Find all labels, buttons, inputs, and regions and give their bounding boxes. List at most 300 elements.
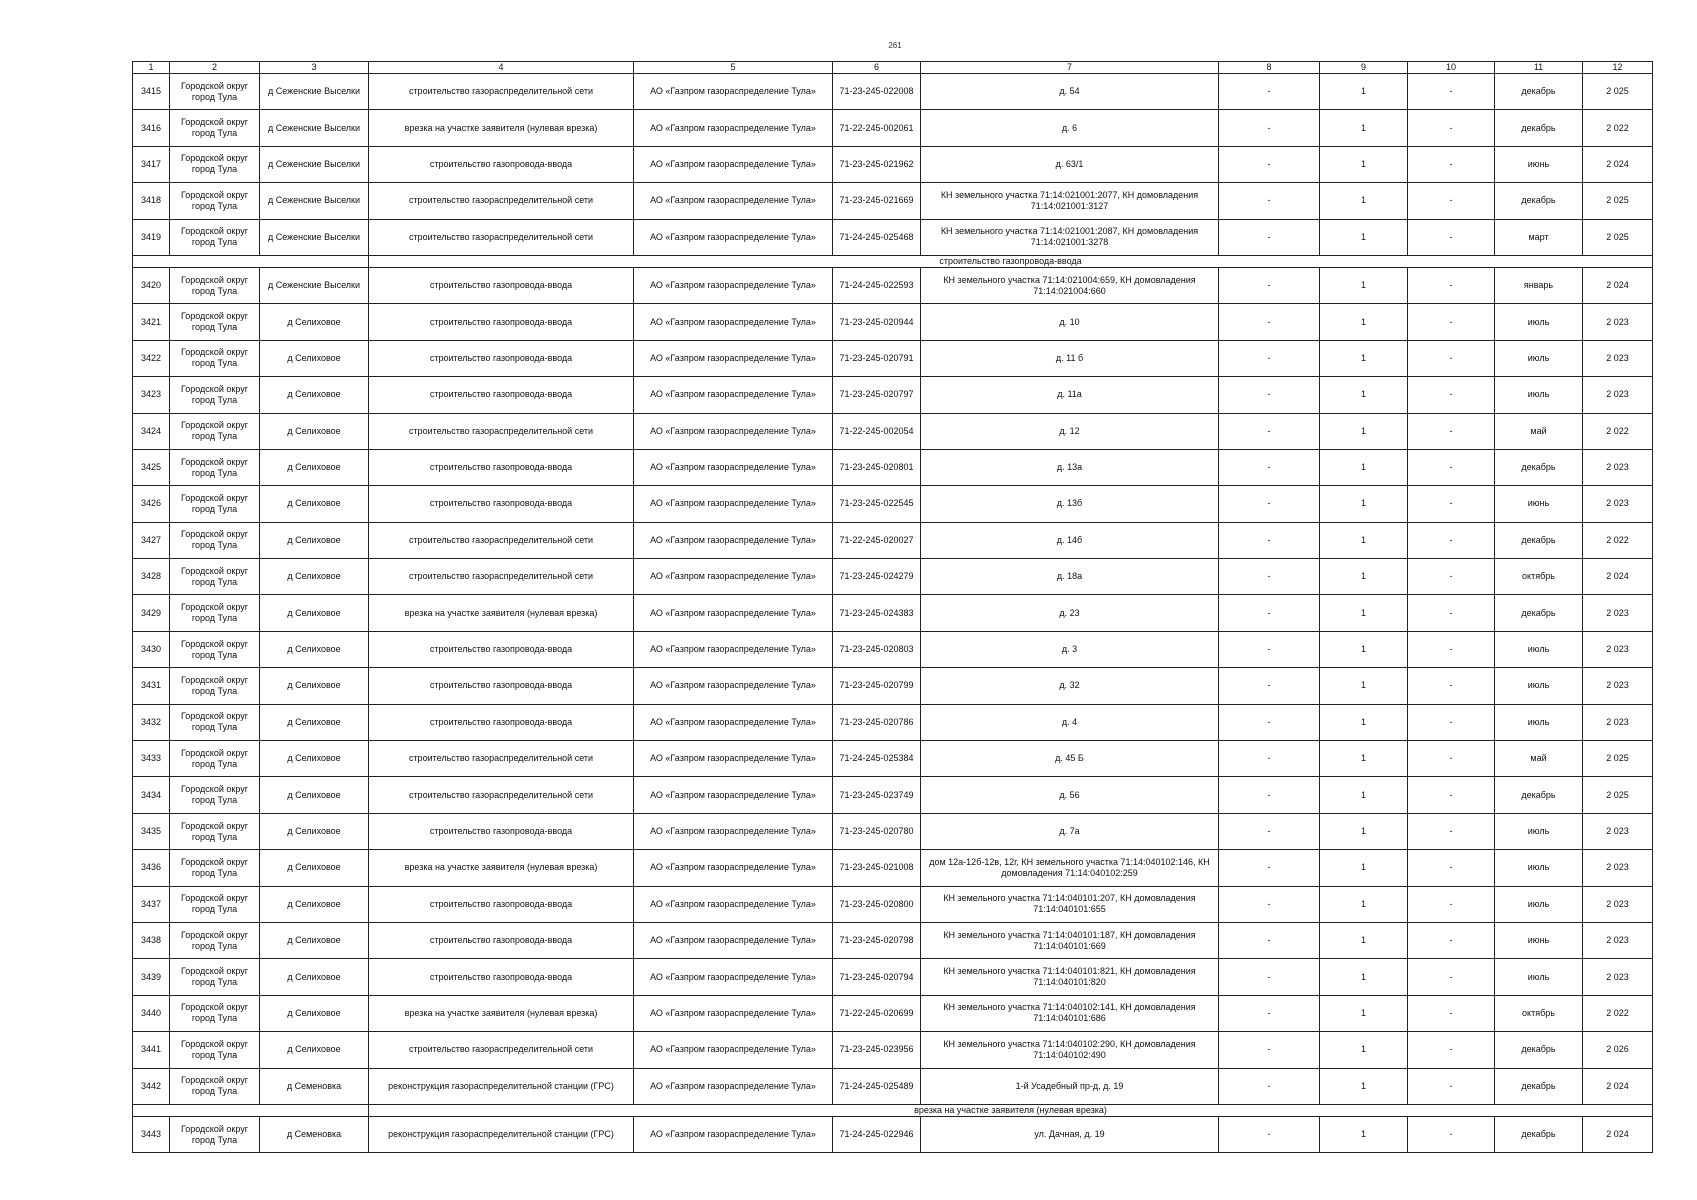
cell-district: Городской округ город Тула	[170, 522, 260, 558]
cell-application-number: 71-23-245-020791	[833, 340, 921, 376]
cell-address: КН земельного участка 71:14:021004:659, КН домовладения 71:14:021004:660	[921, 267, 1219, 303]
cell-col-10-value: -	[1408, 850, 1495, 886]
cell-organization: АО «Газпром газораспределение Тула»	[634, 267, 833, 303]
cell-col-10-value: -	[1408, 668, 1495, 704]
section-row	[133, 255, 1653, 267]
cell-settlement: д Селиховое	[260, 668, 369, 704]
cell-address: дом 12а-12б-12в, 12г, КН земельного участка 71:14:040102:146, КН домовладения 71:14:040102:259	[921, 850, 1219, 886]
cell-organization: АО «Газпром газораспределение Тула»	[634, 595, 833, 631]
table-row	[133, 850, 1653, 886]
cell-district: Городской округ город Тула	[170, 74, 260, 110]
cell-count: 1	[1320, 777, 1408, 813]
cell-work-type: строительство газопровода-ввода	[369, 668, 634, 704]
cell-count: 1	[1320, 1068, 1408, 1104]
cell-year: 2 023	[1583, 886, 1653, 922]
cell-col-8-value: -	[1219, 631, 1320, 667]
cell-address: д. 11а	[921, 377, 1219, 413]
cell-organization: АО «Газпром газораспределение Тула»	[634, 522, 833, 558]
cell-year: 2 022	[1583, 413, 1653, 449]
cell-col-10-value: -	[1408, 146, 1495, 182]
cell-organization: АО «Газпром газораспределение Тула»	[634, 146, 833, 182]
cell-address: КН земельного участка 71:14:040102:141, КН домовладения 71:14:040101:686	[921, 995, 1219, 1031]
cell-month: июль	[1495, 668, 1583, 704]
cell-work-type: строительство газораспределительной сети	[369, 413, 634, 449]
cell-row-number: 3428	[133, 559, 170, 595]
cell-settlement: д Селиховое	[260, 631, 369, 667]
cell-year: 2 022	[1583, 995, 1653, 1031]
cell-address: д. 63/1	[921, 146, 1219, 182]
cell-settlement: д Селиховое	[260, 559, 369, 595]
cell-count: 1	[1320, 1032, 1408, 1068]
cell-col-8-value: -	[1219, 146, 1320, 182]
cell-col-8-value: -	[1219, 267, 1320, 303]
cell-year: 2 025	[1583, 741, 1653, 777]
table-row	[133, 1116, 1653, 1152]
cell-work-type: строительство газопровода-ввода	[369, 377, 634, 413]
cell-settlement: д Семеновка	[260, 1068, 369, 1104]
cell-col-10-value: -	[1408, 886, 1495, 922]
column-header-7: 7	[921, 62, 1219, 74]
cell-col-8-value: -	[1219, 449, 1320, 485]
cell-row-number: 3416	[133, 110, 170, 146]
cell-row-number: 3437	[133, 886, 170, 922]
cell-application-number: 71-22-245-002054	[833, 413, 921, 449]
cell-row-number: 3441	[133, 1032, 170, 1068]
cell-year: 2 023	[1583, 922, 1653, 958]
cell-col-8-value: -	[1219, 741, 1320, 777]
cell-year: 2 024	[1583, 146, 1653, 182]
cell-year: 2 025	[1583, 183, 1653, 219]
column-header-6: 6	[833, 62, 921, 74]
cell-organization: АО «Газпром газораспределение Тула»	[634, 1116, 833, 1152]
column-header-8: 8	[1219, 62, 1320, 74]
cell-count: 1	[1320, 995, 1408, 1031]
cell-work-type: реконструкция газораспределительной станции (ГРС)	[369, 1068, 634, 1104]
cell-address: д. 54	[921, 74, 1219, 110]
cell-row-number: 3433	[133, 741, 170, 777]
cell-address: д. 18а	[921, 559, 1219, 595]
cell-month: декабрь	[1495, 110, 1583, 146]
cell-district: Городской округ город Тула	[170, 995, 260, 1031]
column-header-12: 12	[1583, 62, 1653, 74]
table-row	[133, 813, 1653, 849]
cell-work-type: строительство газораспределительной сети	[369, 777, 634, 813]
cell-work-type: строительство газопровода-ввода	[369, 813, 634, 849]
cell-count: 1	[1320, 449, 1408, 485]
cell-district: Городской округ город Тула	[170, 304, 260, 340]
cell-month: май	[1495, 741, 1583, 777]
cell-settlement: д Селиховое	[260, 850, 369, 886]
cell-count: 1	[1320, 959, 1408, 995]
cell-address: КН земельного участка 71:14:040101:821, КН домовладения 71:14:040101:820	[921, 959, 1219, 995]
cell-district: Городской округ город Тула	[170, 146, 260, 182]
cell-organization: АО «Газпром газораспределение Тула»	[634, 741, 833, 777]
cell-year: 2 026	[1583, 1032, 1653, 1068]
cell-address: д. 23	[921, 595, 1219, 631]
cell-organization: АО «Газпром газораспределение Тула»	[634, 304, 833, 340]
cell-district: Городской округ город Тула	[170, 886, 260, 922]
cell-settlement: д Селиховое	[260, 449, 369, 485]
cell-count: 1	[1320, 74, 1408, 110]
cell-organization: АО «Газпром газораспределение Тула»	[634, 74, 833, 110]
section-label: строительство газопровода-ввода	[369, 255, 1653, 267]
cell-district: Городской округ город Тула	[170, 1032, 260, 1068]
cell-month: октябрь	[1495, 559, 1583, 595]
cell-col-10-value: -	[1408, 959, 1495, 995]
cell-row-number: 3418	[133, 183, 170, 219]
cell-district: Городской округ город Тула	[170, 922, 260, 958]
section-blank-cell	[133, 1104, 369, 1116]
cell-organization: АО «Газпром газораспределение Тула»	[634, 340, 833, 376]
cell-address: 1-й Усадебный пр-д, д. 19	[921, 1068, 1219, 1104]
cell-col-8-value: -	[1219, 704, 1320, 740]
cell-month: июль	[1495, 704, 1583, 740]
cell-year: 2 023	[1583, 595, 1653, 631]
cell-work-type: строительство газопровода-ввода	[369, 704, 634, 740]
cell-col-8-value: -	[1219, 413, 1320, 449]
cell-organization: АО «Газпром газораспределение Тула»	[634, 183, 833, 219]
section-row	[133, 1104, 1653, 1116]
cell-settlement: д Селиховое	[260, 886, 369, 922]
table-row	[133, 1032, 1653, 1068]
cell-district: Городской округ город Тула	[170, 267, 260, 303]
cell-col-10-value: -	[1408, 1032, 1495, 1068]
table-body	[133, 74, 1653, 1153]
cell-district: Городской округ город Тула	[170, 110, 260, 146]
cell-count: 1	[1320, 631, 1408, 667]
cell-district: Городской округ город Тула	[170, 631, 260, 667]
cell-application-number: 71-23-245-020780	[833, 813, 921, 849]
cell-row-number: 3424	[133, 413, 170, 449]
cell-month: декабрь	[1495, 1032, 1583, 1068]
cell-col-10-value: -	[1408, 704, 1495, 740]
cell-address: д. 6	[921, 110, 1219, 146]
cell-organization: АО «Газпром газораспределение Тула»	[634, 777, 833, 813]
column-header-3: 3	[260, 62, 369, 74]
cell-row-number: 3425	[133, 449, 170, 485]
cell-district: Городской округ город Тула	[170, 813, 260, 849]
cell-month: декабрь	[1495, 522, 1583, 558]
table-row	[133, 377, 1653, 413]
cell-month: июль	[1495, 813, 1583, 849]
cell-organization: АО «Газпром газораспределение Тула»	[634, 413, 833, 449]
cell-col-8-value: -	[1219, 595, 1320, 631]
cell-year: 2 023	[1583, 668, 1653, 704]
cell-district: Городской округ город Тула	[170, 850, 260, 886]
table-row	[133, 559, 1653, 595]
cell-application-number: 71-23-245-020797	[833, 377, 921, 413]
table-row	[133, 631, 1653, 667]
cell-organization: АО «Газпром газораспределение Тула»	[634, 668, 833, 704]
cell-application-number: 71-23-245-020800	[833, 886, 921, 922]
cell-year: 2 023	[1583, 850, 1653, 886]
cell-year: 2 025	[1583, 74, 1653, 110]
cell-address: д. 7а	[921, 813, 1219, 849]
cell-settlement: д Семеновка	[260, 1116, 369, 1152]
cell-month: март	[1495, 219, 1583, 255]
cell-row-number: 3417	[133, 146, 170, 182]
cell-col-8-value: -	[1219, 1116, 1320, 1152]
cell-work-type: строительство газораспределительной сети	[369, 219, 634, 255]
cell-address: д. 32	[921, 668, 1219, 704]
cell-col-10-value: -	[1408, 1068, 1495, 1104]
cell-settlement: д Сеженские Выселки	[260, 74, 369, 110]
cell-col-8-value: -	[1219, 183, 1320, 219]
cell-work-type: строительство газораспределительной сети	[369, 183, 634, 219]
cell-settlement: д Сеженские Выселки	[260, 219, 369, 255]
cell-count: 1	[1320, 183, 1408, 219]
table-row	[133, 267, 1653, 303]
cell-month: декабрь	[1495, 1068, 1583, 1104]
cell-year: 2 023	[1583, 449, 1653, 485]
cell-organization: АО «Газпром газораспределение Тула»	[634, 813, 833, 849]
cell-settlement: д Селиховое	[260, 995, 369, 1031]
cell-month: декабрь	[1495, 449, 1583, 485]
cell-address: д. 14б	[921, 522, 1219, 558]
cell-row-number: 3435	[133, 813, 170, 849]
cell-work-type: строительство газораспределительной сети	[369, 741, 634, 777]
cell-year: 2 023	[1583, 340, 1653, 376]
cell-organization: АО «Газпром газораспределение Тула»	[634, 886, 833, 922]
cell-col-8-value: -	[1219, 813, 1320, 849]
cell-month: декабрь	[1495, 74, 1583, 110]
table-row	[133, 668, 1653, 704]
cell-row-number: 3421	[133, 304, 170, 340]
cell-row-number: 3432	[133, 704, 170, 740]
cell-row-number: 3419	[133, 219, 170, 255]
table-row	[133, 522, 1653, 558]
cell-settlement: д Селиховое	[260, 741, 369, 777]
cell-application-number: 71-23-245-020799	[833, 668, 921, 704]
table-row	[133, 704, 1653, 740]
cell-district: Городской округ город Тула	[170, 595, 260, 631]
cell-count: 1	[1320, 704, 1408, 740]
header-row	[133, 62, 1653, 74]
cell-application-number: 71-23-245-020794	[833, 959, 921, 995]
table-row	[133, 922, 1653, 958]
table-row	[133, 959, 1653, 995]
cell-year: 2 023	[1583, 813, 1653, 849]
cell-address: КН земельного участка 71:14:021001:2087, КН домовладения 71:14:021001:3278	[921, 219, 1219, 255]
column-header-1: 1	[133, 62, 170, 74]
table-row	[133, 413, 1653, 449]
cell-organization: АО «Газпром газораспределение Тула»	[634, 1032, 833, 1068]
cell-settlement: д Сеженские Выселки	[260, 110, 369, 146]
cell-application-number: 71-23-245-021962	[833, 146, 921, 182]
cell-work-type: строительство газопровода-ввода	[369, 959, 634, 995]
cell-district: Городской округ город Тула	[170, 959, 260, 995]
cell-row-number: 3429	[133, 595, 170, 631]
cell-settlement: д Селиховое	[260, 377, 369, 413]
cell-col-10-value: -	[1408, 110, 1495, 146]
cell-col-8-value: -	[1219, 668, 1320, 704]
table-row	[133, 741, 1653, 777]
cell-address: д. 11 б	[921, 340, 1219, 376]
cell-settlement: д Селиховое	[260, 522, 369, 558]
cell-organization: АО «Газпром газораспределение Тула»	[634, 959, 833, 995]
cell-count: 1	[1320, 922, 1408, 958]
cell-count: 1	[1320, 110, 1408, 146]
cell-organization: АО «Газпром газораспределение Тула»	[634, 922, 833, 958]
cell-district: Городской округ город Тула	[170, 741, 260, 777]
cell-work-type: врезка на участке заявителя (нулевая врезка)	[369, 595, 634, 631]
cell-count: 1	[1320, 146, 1408, 182]
cell-work-type: строительство газораспределительной сети	[369, 522, 634, 558]
cell-settlement: д Селиховое	[260, 813, 369, 849]
cell-application-number: 71-24-245-025489	[833, 1068, 921, 1104]
cell-application-number: 71-23-245-023956	[833, 1032, 921, 1068]
column-header-10: 10	[1408, 62, 1495, 74]
cell-settlement: д Селиховое	[260, 486, 369, 522]
table-row	[133, 74, 1653, 110]
cell-col-8-value: -	[1219, 522, 1320, 558]
cell-col-10-value: -	[1408, 340, 1495, 376]
cell-work-type: реконструкция газораспределительной станции (ГРС)	[369, 1116, 634, 1152]
cell-col-10-value: -	[1408, 595, 1495, 631]
cell-district: Городской округ город Тула	[170, 377, 260, 413]
cell-address: д. 45 Б	[921, 741, 1219, 777]
cell-application-number: 71-24-245-025384	[833, 741, 921, 777]
cell-year: 2 024	[1583, 1068, 1653, 1104]
cell-address: КН земельного участка 71:14:021001:2077, КН домовладения 71:14:021001:3127	[921, 183, 1219, 219]
cell-count: 1	[1320, 1116, 1408, 1152]
section-label: врезка на участке заявителя (нулевая врезка)	[369, 1104, 1653, 1116]
cell-application-number: 71-23-245-021008	[833, 850, 921, 886]
table-row	[133, 304, 1653, 340]
cell-address: д. 3	[921, 631, 1219, 667]
cell-row-number: 3443	[133, 1116, 170, 1152]
cell-organization: АО «Газпром газораспределение Тула»	[634, 377, 833, 413]
cell-work-type: строительство газопровода-ввода	[369, 631, 634, 667]
cell-month: декабрь	[1495, 1116, 1583, 1152]
cell-address: КН земельного участка 71:14:040102:290, КН домовладения 71:14:040102:490	[921, 1032, 1219, 1068]
page-number: 261	[888, 41, 902, 50]
cell-work-type: строительство газопровода-ввода	[369, 340, 634, 376]
cell-settlement: д Сеженские Выселки	[260, 146, 369, 182]
cell-col-10-value: -	[1408, 486, 1495, 522]
cell-organization: АО «Газпром газораспределение Тула»	[634, 559, 833, 595]
cell-count: 1	[1320, 304, 1408, 340]
cell-count: 1	[1320, 377, 1408, 413]
cell-count: 1	[1320, 219, 1408, 255]
cell-settlement: д Селиховое	[260, 1032, 369, 1068]
column-header-9: 9	[1320, 62, 1408, 74]
cell-organization: АО «Газпром газораспределение Тула»	[634, 704, 833, 740]
cell-application-number: 71-23-245-021669	[833, 183, 921, 219]
cell-count: 1	[1320, 486, 1408, 522]
table-row	[133, 146, 1653, 182]
cell-organization: АО «Газпром газораспределение Тула»	[634, 219, 833, 255]
cell-count: 1	[1320, 741, 1408, 777]
cell-month: июль	[1495, 850, 1583, 886]
cell-month: июль	[1495, 959, 1583, 995]
cell-month: июль	[1495, 631, 1583, 667]
cell-col-8-value: -	[1219, 886, 1320, 922]
cell-col-10-value: -	[1408, 304, 1495, 340]
cell-year: 2 025	[1583, 219, 1653, 255]
cell-application-number: 71-22-245-002061	[833, 110, 921, 146]
cell-col-8-value: -	[1219, 559, 1320, 595]
cell-application-number: 71-23-245-023749	[833, 777, 921, 813]
cell-col-10-value: -	[1408, 995, 1495, 1031]
cell-row-number: 3442	[133, 1068, 170, 1104]
cell-district: Городской округ город Тула	[170, 486, 260, 522]
cell-row-number: 3439	[133, 959, 170, 995]
cell-month: май	[1495, 413, 1583, 449]
cell-settlement: д Селиховое	[260, 704, 369, 740]
cell-work-type: строительство газопровода-ввода	[369, 267, 634, 303]
table-row	[133, 777, 1653, 813]
cell-col-8-value: -	[1219, 959, 1320, 995]
cell-month: июль	[1495, 340, 1583, 376]
cell-work-type: врезка на участке заявителя (нулевая врезка)	[369, 995, 634, 1031]
cell-application-number: 71-24-245-025468	[833, 219, 921, 255]
table-row	[133, 486, 1653, 522]
cell-month: июнь	[1495, 146, 1583, 182]
cell-work-type: строительство газопровода-ввода	[369, 486, 634, 522]
cell-row-number: 3426	[133, 486, 170, 522]
cell-address: д. 12	[921, 413, 1219, 449]
cell-count: 1	[1320, 413, 1408, 449]
cell-application-number: 71-23-245-020803	[833, 631, 921, 667]
cell-year: 2 023	[1583, 486, 1653, 522]
cell-count: 1	[1320, 886, 1408, 922]
cell-count: 1	[1320, 813, 1408, 849]
table-row	[133, 110, 1653, 146]
cell-col-10-value: -	[1408, 449, 1495, 485]
cell-district: Городской округ город Тула	[170, 1068, 260, 1104]
cell-row-number: 3436	[133, 850, 170, 886]
cell-year: 2 023	[1583, 377, 1653, 413]
cell-count: 1	[1320, 267, 1408, 303]
cell-settlement: д Селиховое	[260, 340, 369, 376]
cell-application-number: 71-23-245-024383	[833, 595, 921, 631]
cell-district: Городской округ город Тула	[170, 449, 260, 485]
cell-col-8-value: -	[1219, 377, 1320, 413]
cell-col-8-value: -	[1219, 304, 1320, 340]
cell-year: 2 022	[1583, 110, 1653, 146]
cell-district: Городской округ город Тула	[170, 1116, 260, 1152]
cell-count: 1	[1320, 850, 1408, 886]
cell-application-number: 71-23-245-020801	[833, 449, 921, 485]
cell-settlement: д Селиховое	[260, 304, 369, 340]
cell-year: 2 024	[1583, 267, 1653, 303]
cell-month: январь	[1495, 267, 1583, 303]
cell-address: д. 13а	[921, 449, 1219, 485]
cell-col-10-value: -	[1408, 1116, 1495, 1152]
cell-col-8-value: -	[1219, 995, 1320, 1031]
cell-col-8-value: -	[1219, 922, 1320, 958]
cell-count: 1	[1320, 559, 1408, 595]
cell-application-number: 71-23-245-020786	[833, 704, 921, 740]
cell-col-10-value: -	[1408, 777, 1495, 813]
cell-application-number: 71-23-245-020798	[833, 922, 921, 958]
table-header	[133, 62, 1653, 74]
table-row	[133, 886, 1653, 922]
cell-address: д. 13б	[921, 486, 1219, 522]
registry-table	[132, 61, 1653, 1153]
cell-district: Городской округ город Тула	[170, 340, 260, 376]
table-row	[133, 995, 1653, 1031]
cell-row-number: 3420	[133, 267, 170, 303]
cell-col-8-value: -	[1219, 1032, 1320, 1068]
cell-col-10-value: -	[1408, 813, 1495, 849]
cell-month: декабрь	[1495, 595, 1583, 631]
cell-address: КН земельного участка 71:14:040101:187, КН домовладения 71:14:040101:669	[921, 922, 1219, 958]
cell-month: июль	[1495, 886, 1583, 922]
cell-organization: АО «Газпром газораспределение Тула»	[634, 110, 833, 146]
cell-application-number: 71-23-245-022008	[833, 74, 921, 110]
